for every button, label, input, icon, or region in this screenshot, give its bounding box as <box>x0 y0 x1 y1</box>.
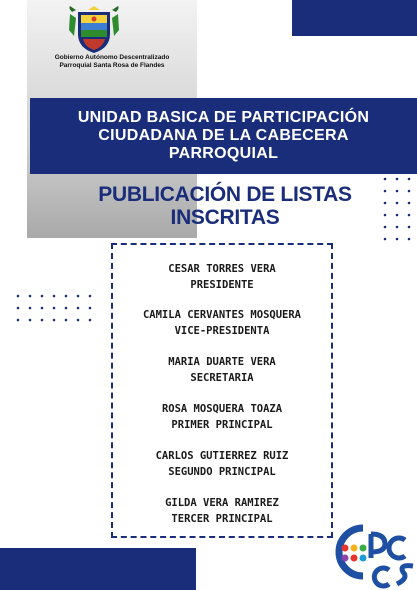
member-name: MARIA DUARTE VERA <box>168 356 276 368</box>
title-line-2: CIUDADANA DE LA CABECERA <box>98 127 349 144</box>
title-line-1: UNIDAD BASICA DE PARTICIPACIÓN <box>77 109 370 126</box>
member-name: CESAR TORRES VERA <box>168 263 276 275</box>
list-item <box>113 261 331 293</box>
member-role: SEGUNDO PRINCIPAL <box>168 466 276 478</box>
coat-of-arms-icon <box>66 6 122 54</box>
member-role: PRIMER PRINCIPAL <box>171 419 273 431</box>
title-banner <box>30 98 417 174</box>
subtitle-line-1: PUBLICACIÓN DE LISTAS <box>98 183 352 206</box>
member-role: TERCER PRINCIPAL <box>171 513 273 525</box>
member-role: PRESIDENTE <box>190 279 254 291</box>
subtitle-line-2: INSCRITAS <box>170 206 280 229</box>
list-item <box>113 495 331 527</box>
organization-line-1: Gobierno Autónomo Descentralizado <box>54 54 170 61</box>
member-name: ROSA MOSQUERA TOAZA <box>161 403 283 415</box>
member-name: GILDA VERA RAMIREZ <box>165 497 279 509</box>
list-item <box>113 401 331 433</box>
bottom-left-accent-bar <box>0 548 196 590</box>
organization-line-2: Parroquial Santa Rosa de Flandes <box>59 62 165 69</box>
member-name: CAMILA CERVANTES MOSQUERA <box>142 309 302 321</box>
decorative-dot-grid-left <box>14 292 94 326</box>
member-role: VICE-PRESIDENTA <box>174 325 270 337</box>
decorative-dot-grid-right <box>381 175 413 245</box>
list-item <box>113 448 331 480</box>
list-item <box>113 307 331 339</box>
member-name: CARLOS GUTIERREZ RUIZ <box>155 450 289 462</box>
top-right-accent-bar <box>292 0 417 36</box>
organization-name <box>27 54 197 70</box>
list-item <box>113 354 331 386</box>
member-role: SECRETARIA <box>190 372 254 384</box>
subtitle <box>60 183 390 229</box>
title-line-3: PARROQUIAL <box>168 145 279 162</box>
members-list <box>111 243 333 538</box>
cpccs-logo-icon <box>333 518 417 590</box>
